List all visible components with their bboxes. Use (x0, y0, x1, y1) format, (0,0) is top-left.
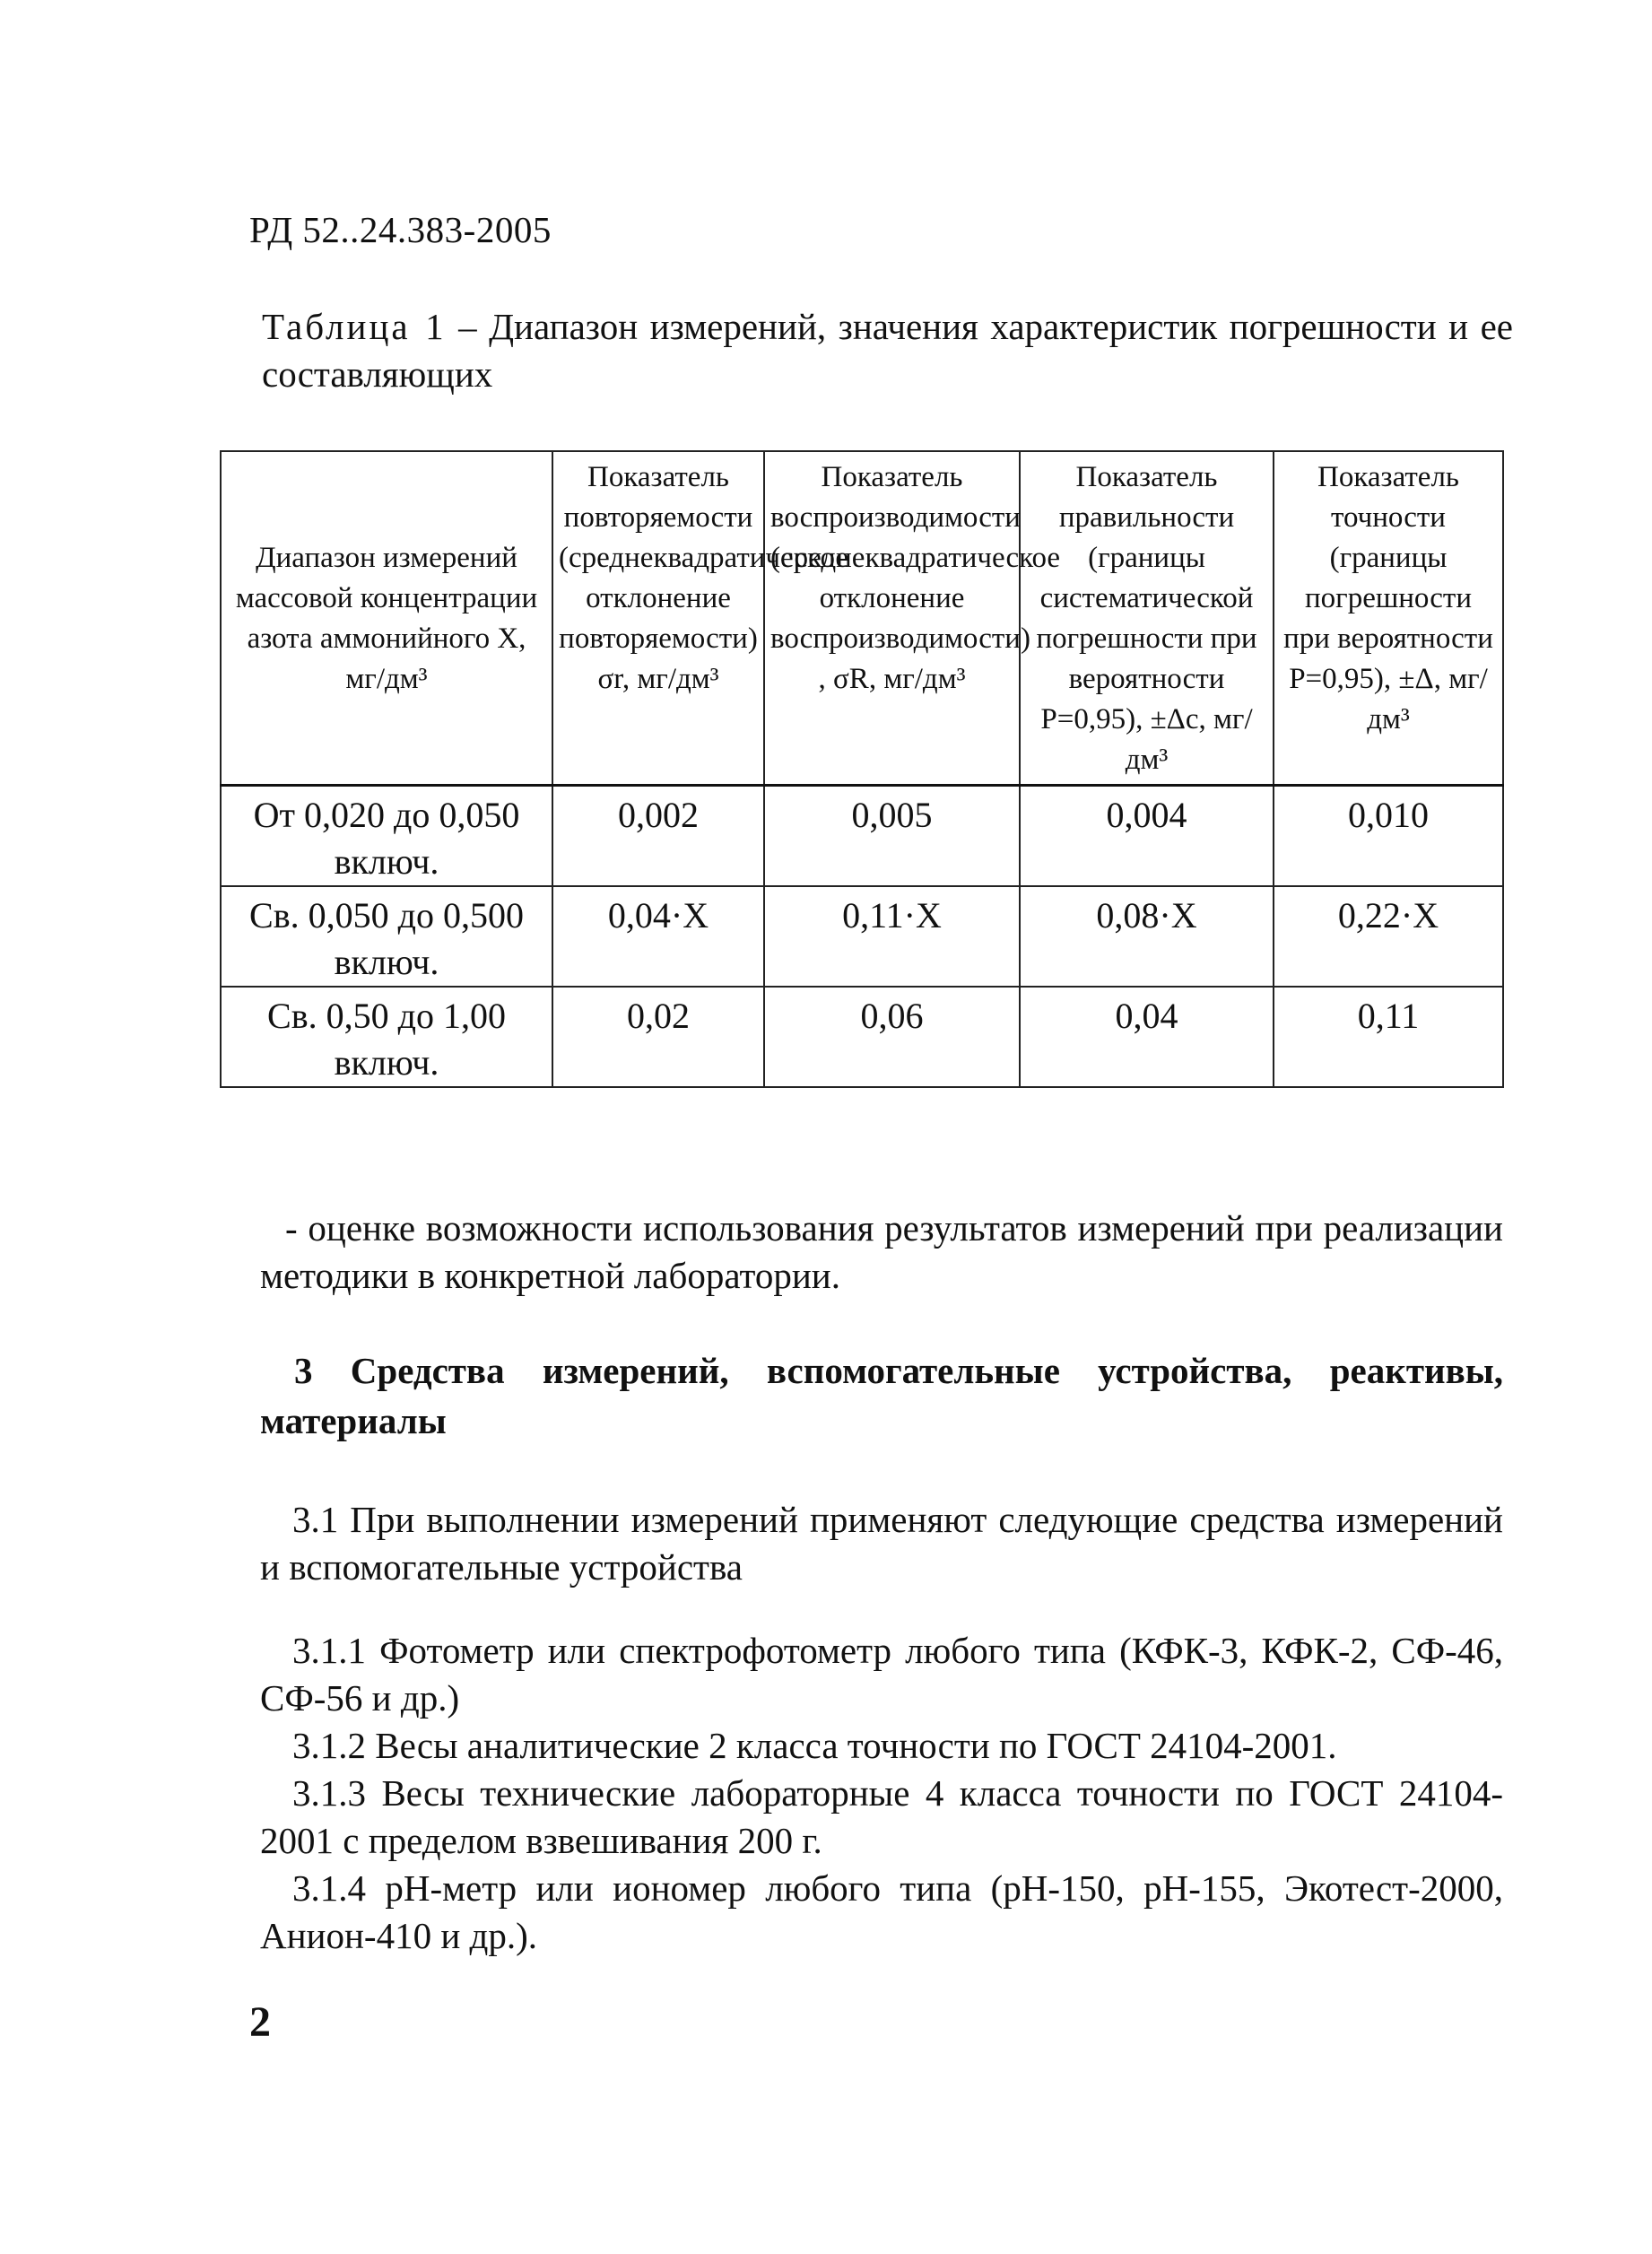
paragraph-3-1-3: 3.1.3 Весы технические лабораторные 4 класса точности по ГОСТ 24104-2001 с пределом взвешивания 200 г. (260, 1772, 1503, 1861)
bullet-paragraph: - оценке возможности использования результатов измерений при реализации методики в конкретной лаборатории. (260, 1207, 1503, 1296)
table-row (221, 987, 1503, 1087)
paragraph-3-1: 3.1 При выполнении измерений применяют следующие средства измерений и вспомогательные устройства (260, 1499, 1503, 1588)
header-accuracy: Показатель точности (границы погрешности при вероятности P=0,95), ±Δ, мг/дм³ (1274, 451, 1503, 786)
table-row (221, 786, 1503, 887)
section-heading: 3 Средства измерений, вспомогательные устройства, реактивы, материалы (260, 1350, 1503, 1441)
header-repeatability: Показатель повторяемости (среднеквадратическое отклонение повторяемости) σr, мг/дм³ (552, 451, 764, 786)
cell-value: 0,06 (764, 987, 1020, 1087)
header-range: Диапазон измерений массовой концентрации азота аммонийного X, мг/дм³ (221, 451, 552, 786)
paragraph-3-1-1: 3.1.1 Фотометр или спектрофотометр любого типа (КФК-3, КФК-2, СФ-46, СФ-56 и др.) (260, 1630, 1503, 1719)
paragraph-3-1-4: 3.1.4 pH-метр или иономер любого типа (pH-150, pH-155, Экотест-2000, Анион-410 и др.). (260, 1867, 1503, 1956)
cell-value: 0,02 (552, 987, 764, 1087)
table-row (221, 886, 1503, 987)
header-trueness: Показатель правильности (границы систематической погрешности при вероятности P=0,95), ±Δс, мг/дм³ (1020, 451, 1274, 786)
header-reproducibility: Показатель воспроизводимости (среднеквадратическое отклонение воспроизводимости) , σR, мг/дм³ (764, 451, 1020, 786)
table-caption (262, 303, 1513, 398)
cell-value: 0,004 (1020, 786, 1274, 887)
cell-value: 0,11·X (764, 886, 1020, 987)
page-number: 2 (249, 1998, 271, 2046)
document-code: РД 52..24.383-2005 (249, 209, 552, 250)
paragraph-3-1-2: 3.1.2 Весы аналитические 2 класса точности по ГОСТ 24104-2001. (292, 1725, 1337, 1766)
cell-value: 0,04·X (552, 886, 764, 987)
cell-value: 0,22·X (1274, 886, 1503, 987)
cell-value: 0,04 (1020, 987, 1274, 1087)
cell-range: От 0,020 до 0,050 включ. (221, 786, 552, 887)
cell-value: 0,002 (552, 786, 764, 887)
table-caption-text: – Диапазон измерений, значения характеристик погрешности и ее составляющих (262, 306, 1513, 395)
table-caption-label: Таблица 1 (262, 306, 447, 347)
cell-range: Св. 0,050 до 0,500 включ. (221, 886, 552, 987)
cell-value: 0,11 (1274, 987, 1503, 1087)
table-header-row (221, 451, 1503, 786)
cell-range: Св. 0,50 до 1,00 включ. (221, 987, 552, 1087)
measurement-table (220, 450, 1504, 1088)
cell-value: 0,010 (1274, 786, 1503, 887)
cell-value: 0,005 (764, 786, 1020, 887)
cell-value: 0,08·X (1020, 886, 1274, 987)
